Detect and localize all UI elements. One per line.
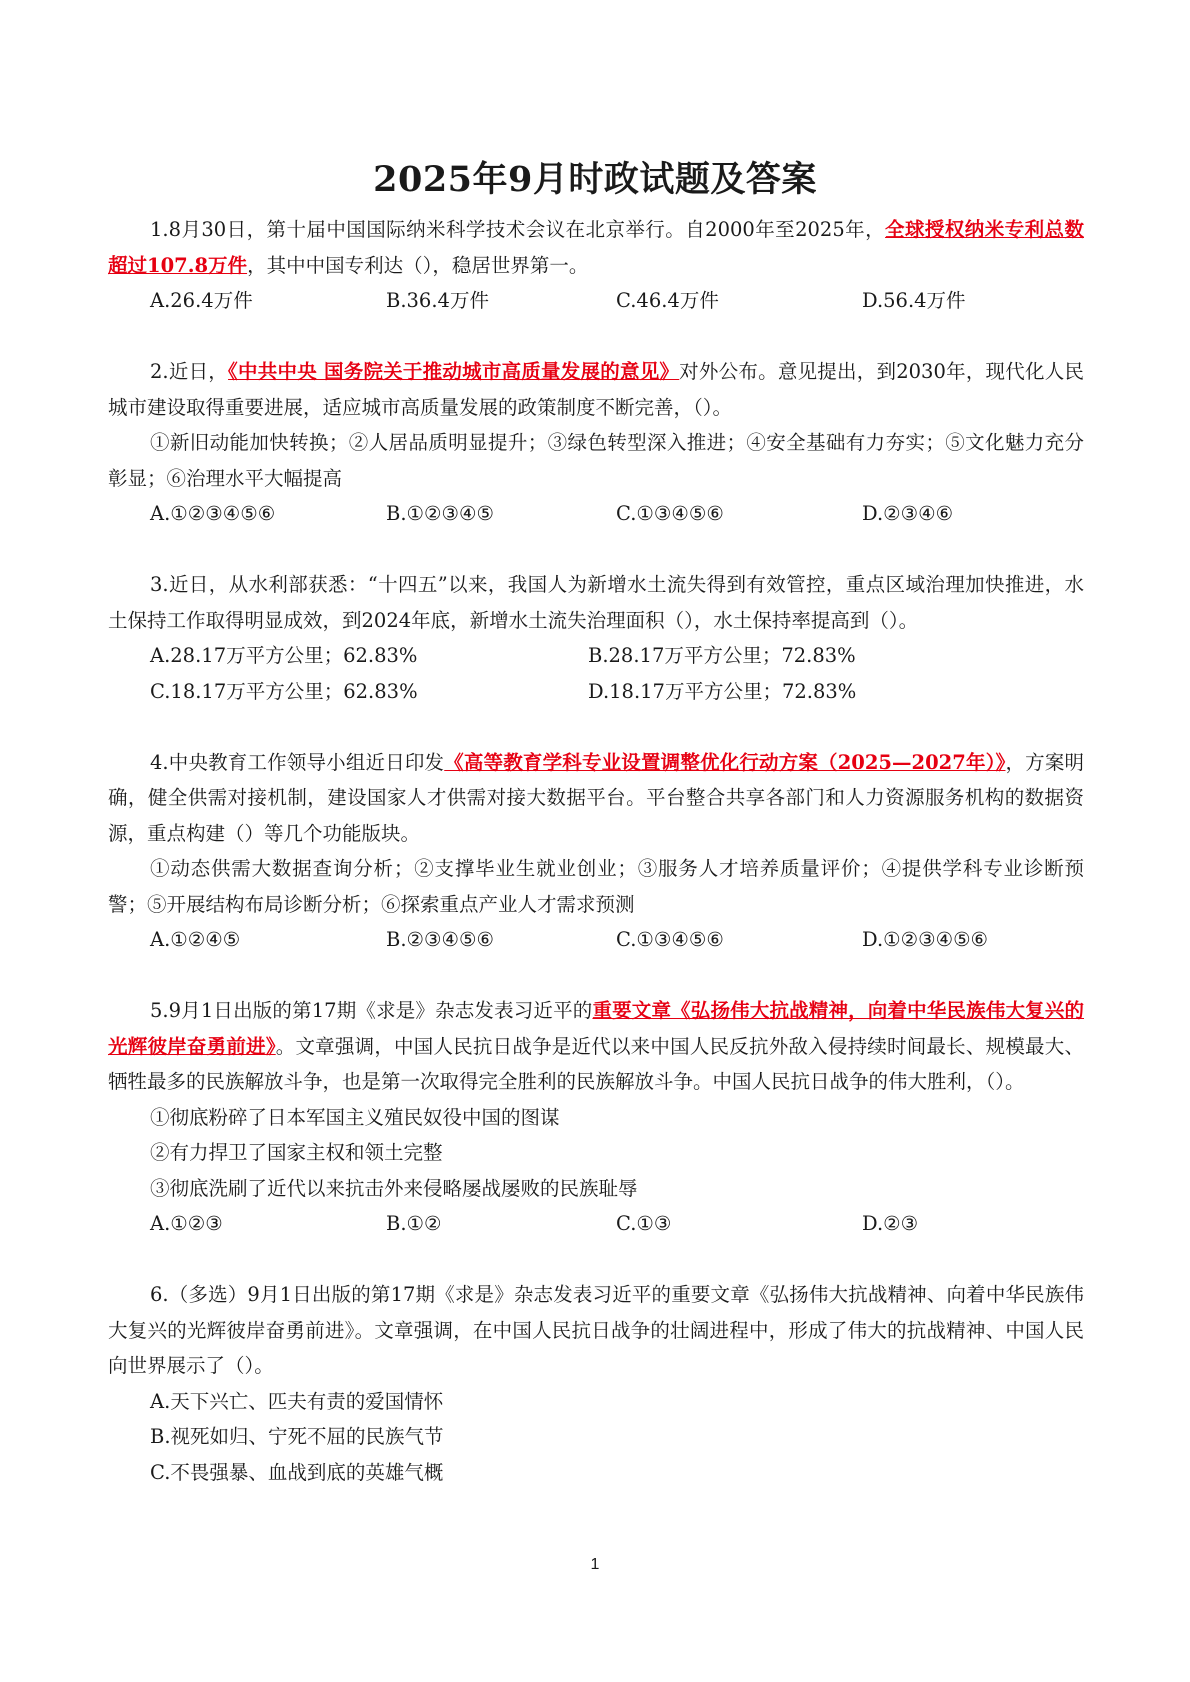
question-2 xyxy=(108,354,1084,532)
option-c: C.①③④⑤⑥ xyxy=(616,502,724,525)
highlight-text: 《中共中央 国务院关于推动城市高质量发展的意见》 xyxy=(228,360,680,383)
stem-text: 对外公布。意见提出，到2030年，现代化人民城市建设取得重要进展，适应城市高质量发展的政策制度不断完善，（）。 xyxy=(108,360,1084,419)
statement-item: ①彻底粉碎了日本军国主义殖民奴役中国的图谋 xyxy=(150,1105,560,1129)
option-c: C.18.17万平方公里；62.83% xyxy=(150,679,418,703)
question-stem xyxy=(108,745,1084,852)
question-stem xyxy=(108,354,1084,425)
option-d: D.①②③④⑤⑥ xyxy=(862,928,989,951)
options-row xyxy=(108,674,1084,710)
question-stem: 6.（多选）9月1日出版的第17期《求是》杂志发表习近平的重要文章《弘扬伟大抗战精神、向着中华民族伟大复兴的光辉彼岸奋勇前进》。文章强调，在中国人民抗日战争的壮阔进程中，形成了伟大的抗战精神、中国人民向世界展示了（）。 xyxy=(108,1283,1084,1377)
page-title: 2025年9月时政试题及答案 xyxy=(373,159,817,200)
highlight-text: 《高等教育学科专业设置调整优化行动方案（2025—2027年）》 xyxy=(444,750,1006,774)
option-c: C.①③④⑤⑥ xyxy=(616,928,724,951)
options-row xyxy=(108,283,1084,319)
option-d: D.②③ xyxy=(862,1212,919,1235)
stem-text: ，方案明确，健全供需对接机制，建设国家人才供需对接大数据平台。平台整合共享各部门和人力资源服务机构的数据资源，重点构建（）等几个功能版块。 xyxy=(108,750,1084,845)
option-a: A.①②④⑤ xyxy=(150,928,241,951)
options-row xyxy=(108,496,1084,532)
stem-text: 4.中央教育工作领导小组近日印发 xyxy=(150,750,445,774)
stem-text: 1.8月30日，第十届中国国际纳米科学技术会议在北京举行。自2000年至2025年， xyxy=(150,218,886,241)
question-5 xyxy=(108,993,1084,1242)
stem-text: 2.近日， xyxy=(150,360,229,383)
highlight-text: 全球授权纳米专利总数超过107.8万件 xyxy=(108,218,1084,277)
option-d: D.②③④⑥ xyxy=(862,502,954,525)
option-a: A.天下兴亡、匹夫有责的爱国情怀 xyxy=(150,1389,444,1413)
option-d: D.56.4万件 xyxy=(862,289,966,312)
option-a: A.26.4万件 xyxy=(150,289,253,312)
option-d: D.18.17万平方公里；72.83% xyxy=(588,679,857,703)
option-c: C.①③ xyxy=(616,1212,672,1235)
options-row xyxy=(108,922,1084,958)
statement-list: ①新旧动能加快转换；②人居品质明显提升；③绿色转型深入推进；④安全基础有力夯实；⑤文化魅力充分彰显；⑥治理水平大幅提高 xyxy=(108,431,1084,490)
options-row xyxy=(108,638,1084,674)
highlight-text: 重要文章《弘扬伟大抗战精神，向着中华民族伟大复兴的光辉彼岸奋勇前进》 xyxy=(108,999,1084,1058)
option-b: B.36.4万件 xyxy=(386,289,489,312)
stem-text: ，其中中国专利达（），稳居世界第一。 xyxy=(247,253,589,277)
option-a: A.28.17万平方公里；62.83% xyxy=(150,644,418,667)
question-1 xyxy=(108,212,1084,319)
option-a: A.①②③ xyxy=(150,1212,223,1235)
question-list xyxy=(108,212,1084,1526)
question-3 xyxy=(108,567,1084,709)
option-b: B.28.17万平方公里；72.83% xyxy=(588,644,856,667)
statement-list: ①动态供需大数据查询分析；②支撑毕业生就业创业；③服务人才培养质量评价；④提供学科专业诊断预警；⑤开展结构布局诊断分析；⑥探索重点产业人才需求预测 xyxy=(108,857,1084,916)
option-b: B.②③④⑤⑥ xyxy=(386,928,494,951)
question-stem xyxy=(108,212,1084,283)
option-c: C.不畏强暴、血战到底的英雄气概 xyxy=(150,1460,444,1484)
stem-text: 。文章强调，中国人民抗日战争是近代以来中国人民反抗外敌入侵持续时间最长、规模最大、牺牲最多的民族解放斗争，也是第一次取得完全胜利的民族解放斗争。中国人民抗日战争的伟大胜利，（）。 xyxy=(108,1034,1084,1093)
options-row xyxy=(108,1206,1084,1242)
option-a: A.①②③④⑤⑥ xyxy=(150,502,276,525)
page-number: 1 xyxy=(590,1556,600,1573)
option-b: B.①②③④⑤ xyxy=(386,502,494,525)
option-b: B.①② xyxy=(386,1212,442,1235)
statement-item: ②有力捍卫了国家主权和领土完整 xyxy=(150,1141,443,1164)
question-6 xyxy=(108,1277,1084,1490)
option-b: B.视死如归、宁死不屈的民族气节 xyxy=(150,1425,444,1448)
option-c: C.46.4万件 xyxy=(616,289,719,312)
stem-text: 5.9月1日出版的第17期《求是》杂志发表习近平的 xyxy=(150,999,593,1022)
question-4 xyxy=(108,745,1084,958)
question-stem xyxy=(108,993,1084,1100)
question-stem: 3.近日，从水利部获悉：“十四五”以来，我国人为新增水土流失得到有效管控，重点区域治理加快推进，水土保持工作取得明显成效，到2024年底，新增水土流失治理面积（），水土保持率提高到（）。 xyxy=(108,573,1084,632)
statement-item: ③彻底洗刷了近代以来抗击外来侵略屡战屡败的民族耻辱 xyxy=(150,1176,638,1200)
